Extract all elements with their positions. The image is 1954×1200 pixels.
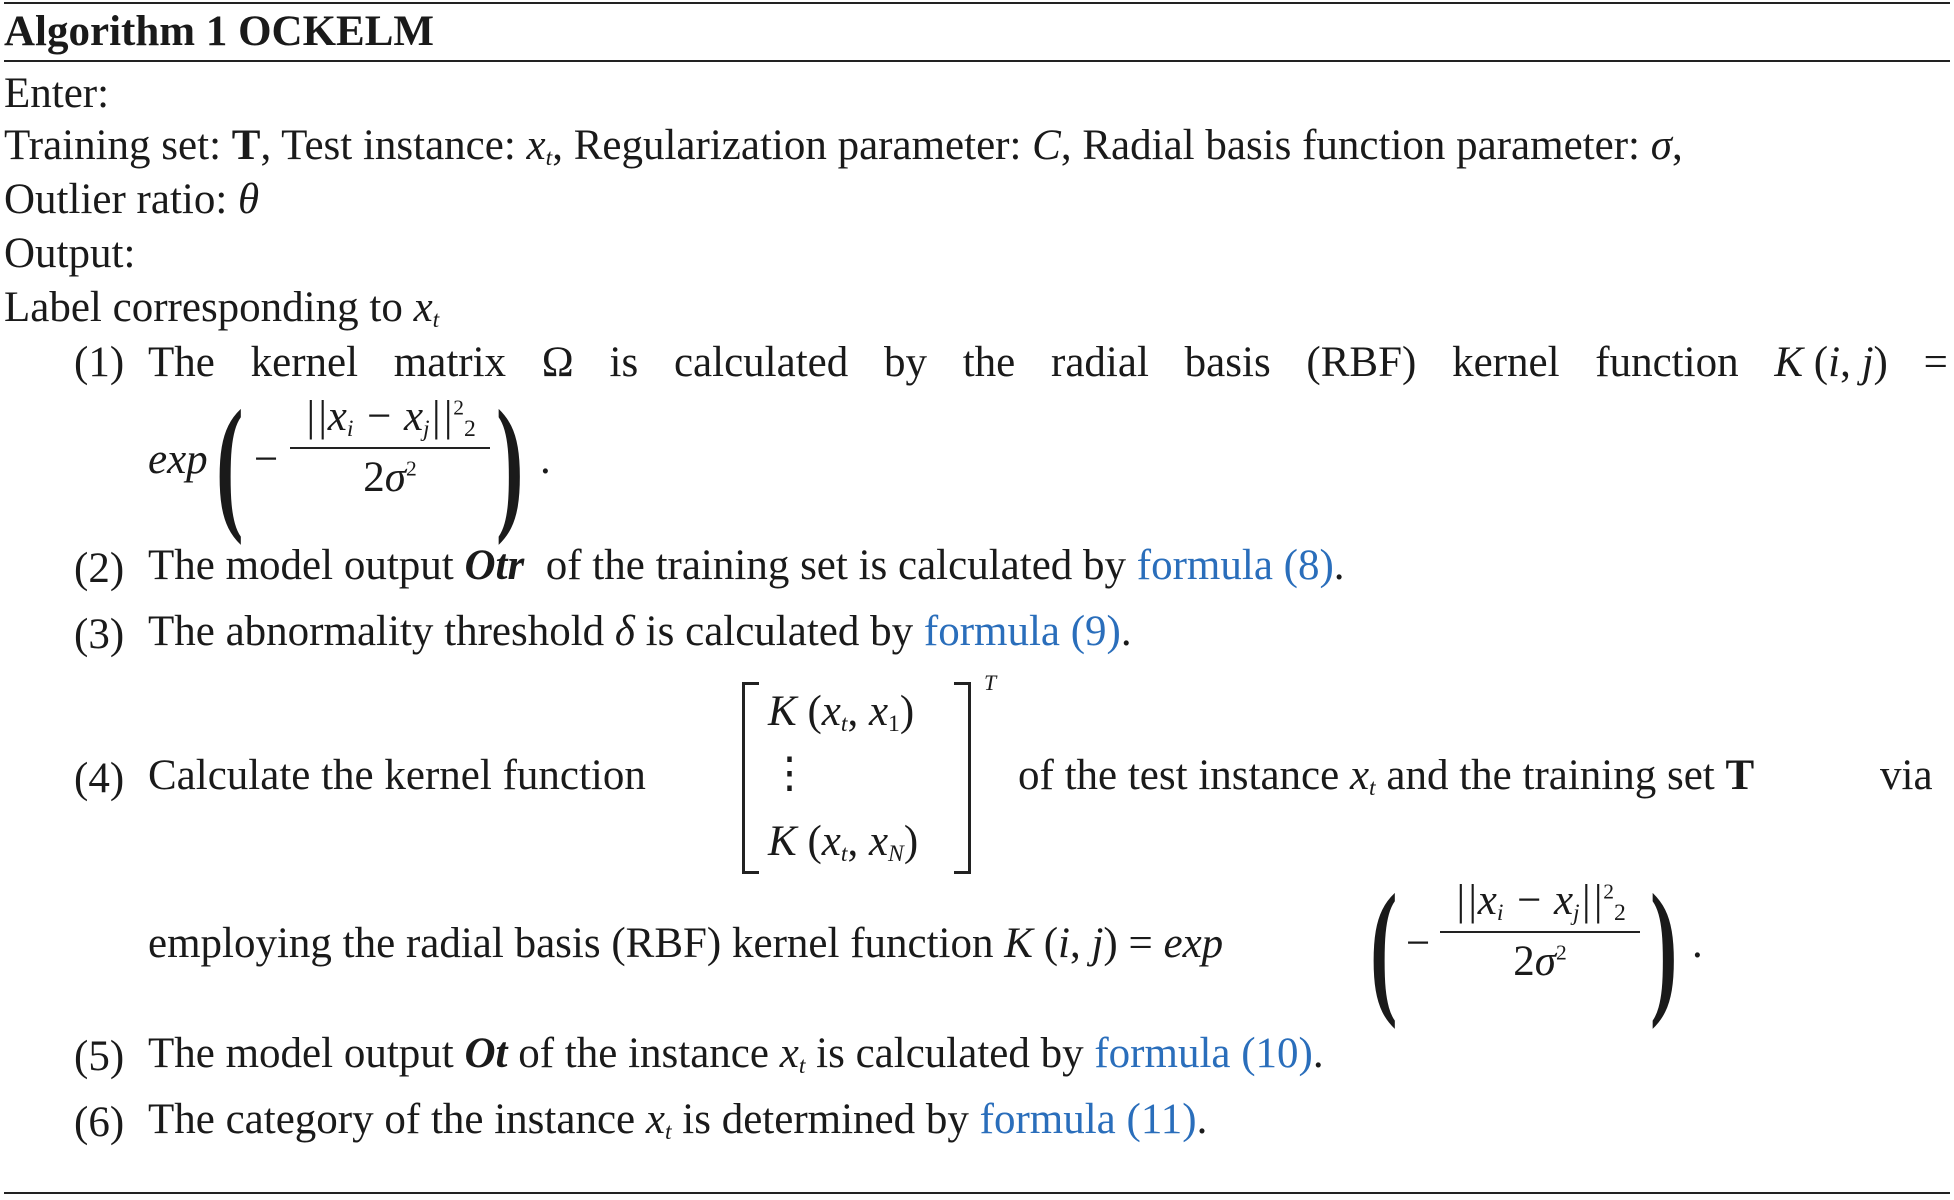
formula-9-link[interactable]: formula (9) xyxy=(923,608,1121,655)
period-2: . xyxy=(1692,920,1703,967)
minus-1: − xyxy=(254,436,279,483)
step-6-line: The category of the instance $x_t$ is determined by formula (11). xyxy=(148,1096,1208,1145)
step-4-via: via xyxy=(1880,752,1933,799)
step-1-number: (1) xyxy=(74,339,125,386)
matrix-right-bracket xyxy=(954,682,971,874)
left-paren-1: ( xyxy=(216,380,244,546)
step-4-line-2: employing the radial basis (RBF) kernel function K (i, j) = exp xyxy=(148,920,1224,967)
step-2-number: (2) xyxy=(74,545,125,592)
left-paren-2: ( xyxy=(1370,864,1398,1030)
enter-label: Enter: xyxy=(4,70,110,117)
transpose-t: T xyxy=(984,670,997,695)
step-4-mid: of the test instance $x_t$ and the training set T xyxy=(1018,752,1755,801)
matrix-row-n: K ($x_t$, $x_N$) xyxy=(768,818,919,867)
step-6-number: (6) xyxy=(74,1099,125,1146)
minus-2: − xyxy=(1406,920,1431,967)
step-4-pre: Calculate the kernel function xyxy=(148,752,646,799)
step-5-line: The model output Ot of the instance $x_t$ is calculated by formula (10). xyxy=(148,1030,1324,1079)
matrix-vdots: ⋮ xyxy=(768,750,811,797)
fraction-2: $||x_i - x_j||^2_2$ $2\sigma^2$ xyxy=(1440,876,1640,986)
outlier-ratio-line: Outlier ratio: θ xyxy=(4,176,260,223)
output-text: Label corresponding to $x_t$ xyxy=(4,284,440,333)
formula-10-link[interactable]: formula (10) xyxy=(1094,1030,1313,1077)
step-1-line: The kernel matrix Ω is calculated by the radial basis (RBF) kernel function K (i, j) = xyxy=(148,339,1948,386)
algorithm-title: Algorithm 1 OCKELM xyxy=(4,8,434,55)
fraction-1: $||x_i - x_j||^2_2$ $2\sigma^2$ xyxy=(290,392,490,502)
title-rule xyxy=(4,60,1950,62)
output-label: Output: xyxy=(4,230,136,277)
step-4-number: (4) xyxy=(74,755,125,802)
formula-8-link[interactable]: formula (8) xyxy=(1136,542,1334,589)
formula-11-link[interactable]: formula (11) xyxy=(979,1096,1197,1143)
exp-1: exp xyxy=(148,436,208,483)
bottom-rule xyxy=(4,1192,1950,1194)
top-rule xyxy=(4,2,1950,4)
step-2-line: The model output Otr of the training set is calculated by formula (8). xyxy=(148,542,1345,589)
period-1: . xyxy=(540,436,551,483)
matrix-left-bracket xyxy=(742,682,759,874)
step-3-number: (3) xyxy=(74,611,125,658)
right-paren-2: ) xyxy=(1650,864,1678,1030)
right-paren-1: ) xyxy=(496,380,524,546)
step-3-line: The abnormality threshold δ is calculated by formula (9). xyxy=(148,608,1132,655)
inputs-line: Training set: T, Test instance: $x_t$, Regularization parameter: C, Radial basis function parameter: σ, xyxy=(4,122,1683,171)
matrix-row-1: K ($x_t$, $x_1$) xyxy=(768,688,915,737)
step-5-number: (5) xyxy=(74,1033,125,1080)
